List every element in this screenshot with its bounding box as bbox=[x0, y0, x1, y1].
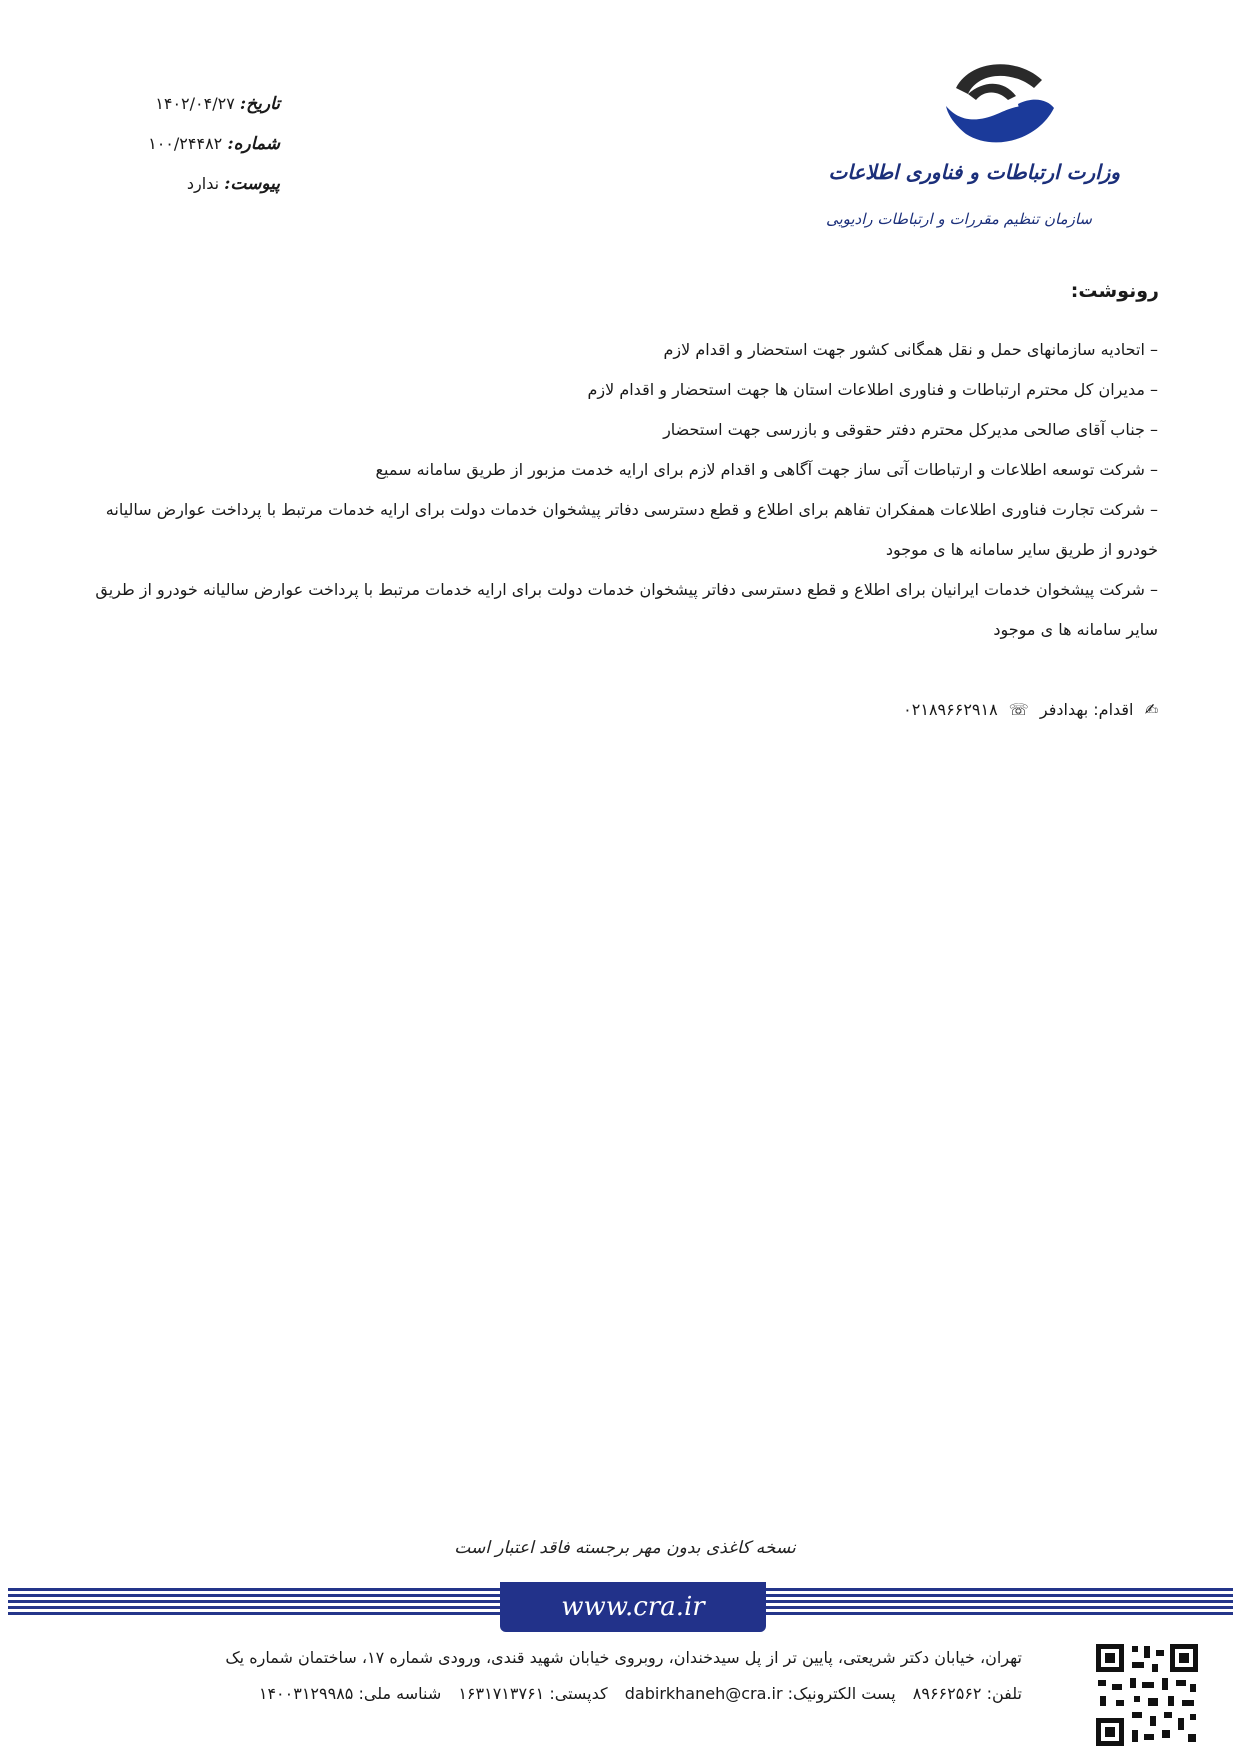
footer-email[interactable]: پست الکترونیک: dabirkhaneh@cra.ir bbox=[624, 1684, 896, 1703]
list-item: – جناب آقای صالحی مدیرکل محترم دفتر حقوقی و بازرسی جهت استحضار bbox=[663, 420, 1158, 439]
list-item: – شرکت تجارت فناوری اطلاعات همفکران تفاهم برای اطلاع و قطع دسترسی دفاتر پیشخوان خدمات دولت برای ارایه خدمات مرتبط با پرداخت عوارض سالیانه خودرو از طریق سایر سامانه ها ی موجود bbox=[105, 500, 1158, 559]
footer-phone: تلفن: ۸۹۶۶۲۵۶۲ bbox=[912, 1684, 1022, 1703]
paper-copy-disclaimer: نسخه کاغذی بدون مهر برجسته فاقد اعتبار است bbox=[454, 1538, 796, 1558]
letter-meta bbox=[90, 84, 280, 204]
attachment-row bbox=[90, 164, 280, 204]
pen-icon: ✍ bbox=[1144, 700, 1158, 719]
number-label: شماره: bbox=[227, 134, 280, 154]
list-item: – اتحادیه سازمانهای حمل و نقل همگانی کشور جهت استحضار و اقدام لازم bbox=[663, 340, 1158, 359]
list-item: – شرکت پیشخوان خدمات ایرانیان برای اطلاع و قطع دسترسی دفاتر پیشخوان خدمات دولت برای ارایه خدمات مرتبط با پرداخت عوارض سالیانه خودرو از طریق سایر سامانه ها ی موجود bbox=[95, 580, 1158, 639]
ministry-title: وزارت ارتباطات و فناوری اطلاعات bbox=[828, 160, 1120, 184]
action-line bbox=[700, 700, 1158, 719]
qr-code-icon bbox=[1092, 1640, 1202, 1750]
website-link[interactable]: www.cra.ir bbox=[500, 1582, 766, 1632]
attachment-value: ندارد bbox=[186, 174, 220, 193]
attachment-label: پیوست: bbox=[224, 174, 280, 194]
date-value: ۱۴۰۲/۰۴/۲۷ bbox=[155, 94, 235, 113]
list-item: – شرکت توسعه اطلاعات و ارتباطات آتی ساز جهت آگاهی و اقدام لازم برای ارایه خدمت مزبور از طریق سامانه سمیع bbox=[375, 460, 1158, 479]
footer-contacts bbox=[90, 1676, 1022, 1712]
footer-national-id: شناسه ملی: ۱۴۰۰۳۱۲۹۹۸۵ bbox=[258, 1684, 442, 1703]
copies-heading: رونوشت: bbox=[1070, 280, 1159, 302]
footer-address: تهران، خیابان دکتر شریعتی، پایین تر از پل سیدخندان، روبروی خیابان شهید قندی، ورودی شماره ۱۷، ساختمان شماره یک bbox=[225, 1648, 1022, 1667]
copies-list bbox=[92, 330, 1158, 650]
organization-title: سازمان تنظیم مقررات و ارتباطات رادیویی bbox=[825, 210, 1092, 228]
date-label: تاریخ: bbox=[239, 94, 280, 114]
date-row bbox=[90, 84, 280, 124]
action-phone: ۰۲۱۸۹۶۶۲۹۱۸ bbox=[903, 700, 998, 719]
footer-postal-code: کدپستی: ۱۶۳۱۷۱۳۷۶۱ bbox=[458, 1684, 608, 1703]
action-label: اقدام: بهدادفر bbox=[1039, 700, 1134, 719]
list-item: – مدیران کل محترم ارتباطات و فناوری اطلاعات استان ها جهت استحضار و اقدام لازم bbox=[587, 380, 1158, 399]
organization-logo bbox=[938, 54, 1058, 154]
number-value: ۱۰۰/۲۴۴۸۲ bbox=[148, 134, 223, 153]
number-row bbox=[90, 124, 280, 164]
telephone-icon: ☏ bbox=[1008, 700, 1029, 719]
